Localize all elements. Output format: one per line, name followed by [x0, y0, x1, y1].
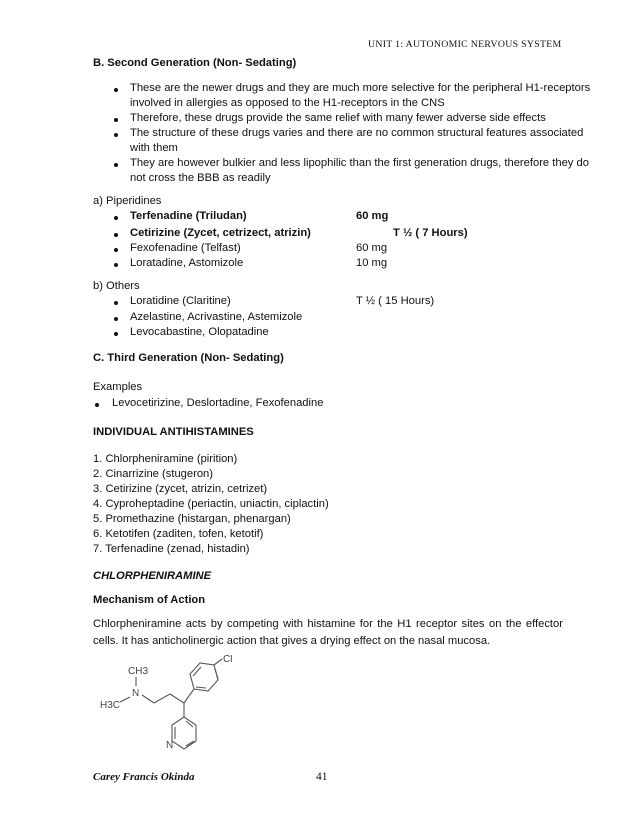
- bullet-icon: [114, 248, 118, 252]
- individual-heading: INDIVIDUAL ANTIHISTAMINES: [93, 426, 254, 438]
- piperidine-item-value: 10 mg: [356, 257, 388, 269]
- individual-item: 1. Chlorpheniramine (pirition): [93, 453, 238, 465]
- others-item-name: Azelastine, Acrivastine, Astemizole: [130, 311, 303, 323]
- chlorine-label: Cl: [223, 655, 233, 665]
- others-item-name: Levocabastine, Olopatadine: [130, 326, 269, 338]
- others-item-value: T ½ ( 15 Hours): [356, 295, 435, 307]
- chlorpheniramine-structure-diagram: [90, 655, 250, 770]
- amine-n-label: N: [132, 688, 140, 699]
- piperidine-item-name: Cetirizine (Zycet, cetrizect, atrizin): [130, 227, 311, 239]
- moa-heading: Mechanism of Action: [93, 594, 206, 606]
- bullet-icon: [114, 332, 118, 336]
- bond-line: [154, 694, 170, 703]
- others-item-name: Loratidine (Claritine): [130, 295, 231, 307]
- bullet-icon: [114, 233, 118, 237]
- section-b-bullet-1a: These are the newer drugs and they are much more selective for the peripheral H1-receptors: [130, 82, 591, 94]
- pyridine-ring: [172, 717, 196, 749]
- unit-header: UNIT 1: AUTONOMIC NERVOUS SYSTEM: [368, 39, 562, 50]
- piperidines-label: a) Piperidines: [93, 195, 162, 207]
- individual-item: 6. Ketotifen (zaditen, tofen, ketotif): [93, 528, 264, 540]
- piperidine-item-value: 60 mg: [356, 210, 389, 222]
- page-number: 41: [316, 771, 328, 783]
- individual-item: 5. Promethazine (histargan, phenargan): [93, 513, 291, 525]
- bond-line: [170, 694, 184, 703]
- section-b-bullet-3b: with them: [130, 142, 178, 154]
- chlorpheniramine-title: CHLORPHENIRAMINE: [93, 570, 212, 582]
- bond-line: [142, 695, 154, 703]
- individual-item: 4. Cyproheptadine (periactin, uniactin, ciplactin): [93, 498, 329, 510]
- individual-item: 2. Cinarrizine (stugeron): [93, 468, 214, 480]
- piperidine-item-name: Fexofenadine (Telfast): [130, 242, 241, 254]
- piperidine-item-value: 60 mg: [356, 242, 388, 254]
- piperidine-item-name: Loratadine, Astomizole: [130, 257, 244, 269]
- examples-item: Levocetirizine, Deslortadine, Fexofenadine: [112, 397, 324, 409]
- bullet-icon: [114, 133, 118, 137]
- pyridine-n-label: N: [166, 740, 174, 751]
- double-bond-line: [196, 687, 206, 688]
- bond-line: [120, 697, 130, 702]
- individual-item: 7. Terfenadine (zenad, histadin): [93, 543, 250, 555]
- section-b-heading: B. Second Generation (Non- Sedating): [93, 57, 297, 69]
- bullet-icon: [114, 118, 118, 122]
- others-label: b) Others: [93, 280, 140, 292]
- ch3-label: CH3: [128, 666, 149, 677]
- double-bond-line: [215, 669, 218, 679]
- double-bond-line: [193, 667, 201, 676]
- examples-label: Examples: [93, 381, 143, 393]
- section-b-bullet-4a: They are however bulkier and less lipophilic than the first generation drugs, therefore they do: [130, 157, 589, 169]
- section-b-bullet-2: Therefore, these drugs provide the same relief with many fewer adverse side effects: [130, 112, 546, 124]
- piperidine-item-name: Terfenadine (Triludan): [130, 210, 247, 222]
- bullet-icon: [114, 216, 118, 220]
- moa-paragraph: Chlorpheniramine acts by competing with histamine for the H1 receptor sites on the effector cells. It has anticholinergic action that gives a drying effect on the nasal mucosa.: [93, 618, 563, 647]
- section-c-heading: C. Third Generation (Non- Sedating): [93, 352, 284, 364]
- bullet-icon: [114, 163, 118, 167]
- footer-author: Carey Francis Okinda: [93, 771, 195, 783]
- bullet-icon: [95, 403, 99, 407]
- piperidine-item-value: T ½ ( 7 Hours): [393, 227, 468, 239]
- phenyl-ring: [190, 663, 218, 691]
- bullet-icon: [114, 88, 118, 92]
- bond-line: [184, 689, 194, 703]
- bullet-icon: [114, 317, 118, 321]
- h3c-label: H3C: [100, 700, 121, 711]
- bullet-icon: [114, 301, 118, 305]
- individual-item: 3. Cetirizine (zycet, atrizin, cetrizet): [93, 483, 268, 495]
- bond-line: [214, 659, 222, 665]
- section-b-bullet-4b: not cross the BBB as readily: [130, 172, 271, 184]
- bullet-icon: [114, 263, 118, 267]
- section-b-bullet-1b: involved in allergies as opposed to the H1-receptors in the CNS: [130, 97, 445, 109]
- section-b-bullet-3a: The structure of these drugs varies and there are no common structural features associated: [130, 127, 584, 139]
